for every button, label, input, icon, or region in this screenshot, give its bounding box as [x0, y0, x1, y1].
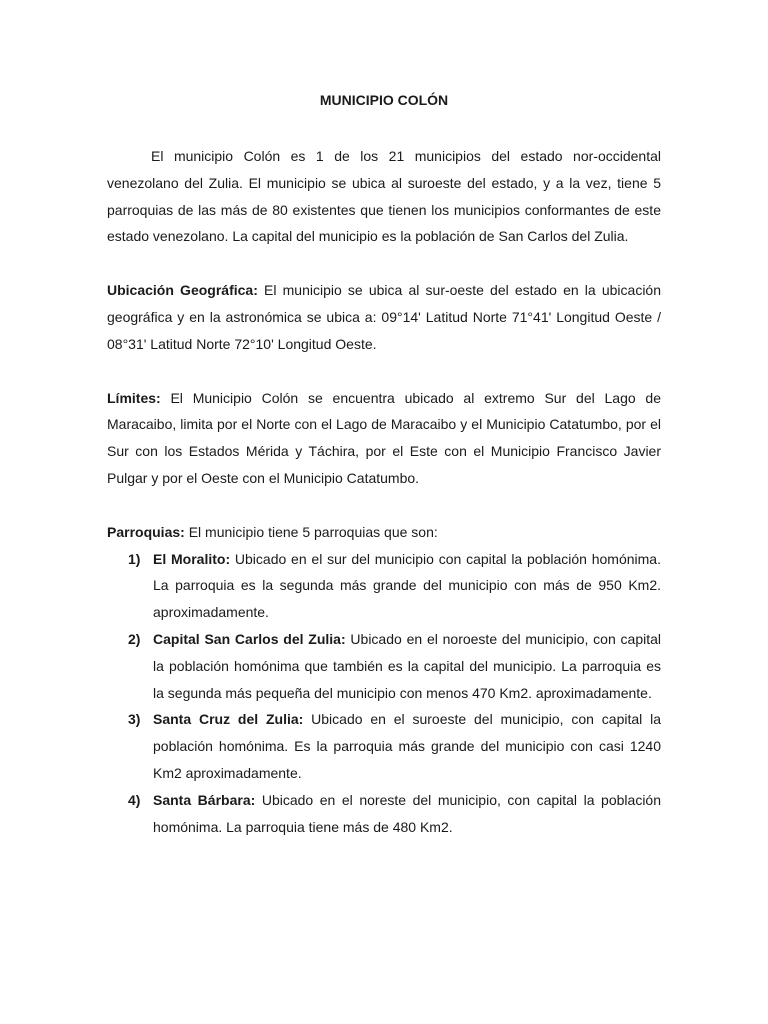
parroquia-name: Santa Cruz del Zulia:: [153, 711, 304, 728]
parroquia-description: Ubicado en el noroeste del municipio, con capital la población homónima que también es la capital del municipio. La parroquia es la segunda más pequeña del municipio con menos 470 Km2. aproximadamente.: [153, 630, 662, 701]
list-item: [107, 787, 661, 841]
limites-label: Límites:: [107, 389, 161, 406]
parroquias-label: Parroquias:: [107, 523, 185, 540]
limites-paragraph: [107, 385, 661, 492]
intro-paragraph: El municipio Colón es 1 de los 21 municipios del estado nor-occidental venezolano del Zulia. El municipio se ubica al suroeste del estado, y a la vez, tiene 5 parroquias de las más de 80 existentes que tienen los municipios conformantes de este estado venezolano. La capital del municipio es la población de San Carlos del Zulia.: [107, 148, 661, 245]
list-item-number: 4): [128, 791, 141, 808]
document-title: MUNICIPIO COLÓN: [319, 92, 449, 108]
parroquia-description: Ubicado en el noreste del municipio, con capital la población homónima. La parroquia tiene más de 480 Km2.: [153, 791, 661, 835]
list-item-number: 2): [128, 630, 141, 647]
parroquias-list: [107, 546, 661, 841]
limites-text: El Municipio Colón se encuentra ubicado al extremo Sur del Lago de Maracaibo, limita por el Norte con el Lago de Maracaibo y el Municipio Catatumbo, por el Sur con los Estados Mérida y Táchira, por el Este con el Municipio Francisco Javier Pulgar y por el Oeste con el Municipio Catatumbo.: [107, 389, 661, 486]
list-item: [107, 706, 661, 786]
parroquias-paragraph: [107, 519, 661, 546]
parroquia-name: Santa Bárbara:: [153, 791, 256, 808]
parroquia-description: Ubicado en el sur del municipio con capital la población homónima. La parroquia es la segunda más grande del municipio con más de 950 Km2. aproximadamente.: [153, 550, 661, 621]
document-page: [107, 90, 661, 840]
list-item-number: 3): [128, 711, 141, 728]
list-item: [107, 546, 661, 626]
parroquias-text: El municipio tiene 5 parroquias que son:: [184, 523, 438, 540]
ubicacion-paragraph: [107, 277, 661, 357]
list-item-number: 1): [128, 550, 141, 567]
parroquia-name: El Moralito:: [153, 550, 231, 567]
ubicacion-text: El municipio se ubica al sur-oeste del estado en la ubicación geográfica y en la astronómica se ubica a: 09°14' Latitud Norte 71°41' Longitud Oeste / 08°31' Latitud Norte 72°10' Longitud Oeste.: [107, 282, 661, 352]
parroquia-description: Ubicado en el suroeste del municipio, con capital la población homónima. Es la parroquia más grande del municipio con casi 1240 Km2 aproximadamente.: [153, 711, 662, 781]
list-item: [107, 626, 661, 706]
parroquia-name: Capital San Carlos del Zulia:: [153, 630, 346, 647]
ubicacion-label: Ubicación Geográfica:: [107, 282, 258, 299]
